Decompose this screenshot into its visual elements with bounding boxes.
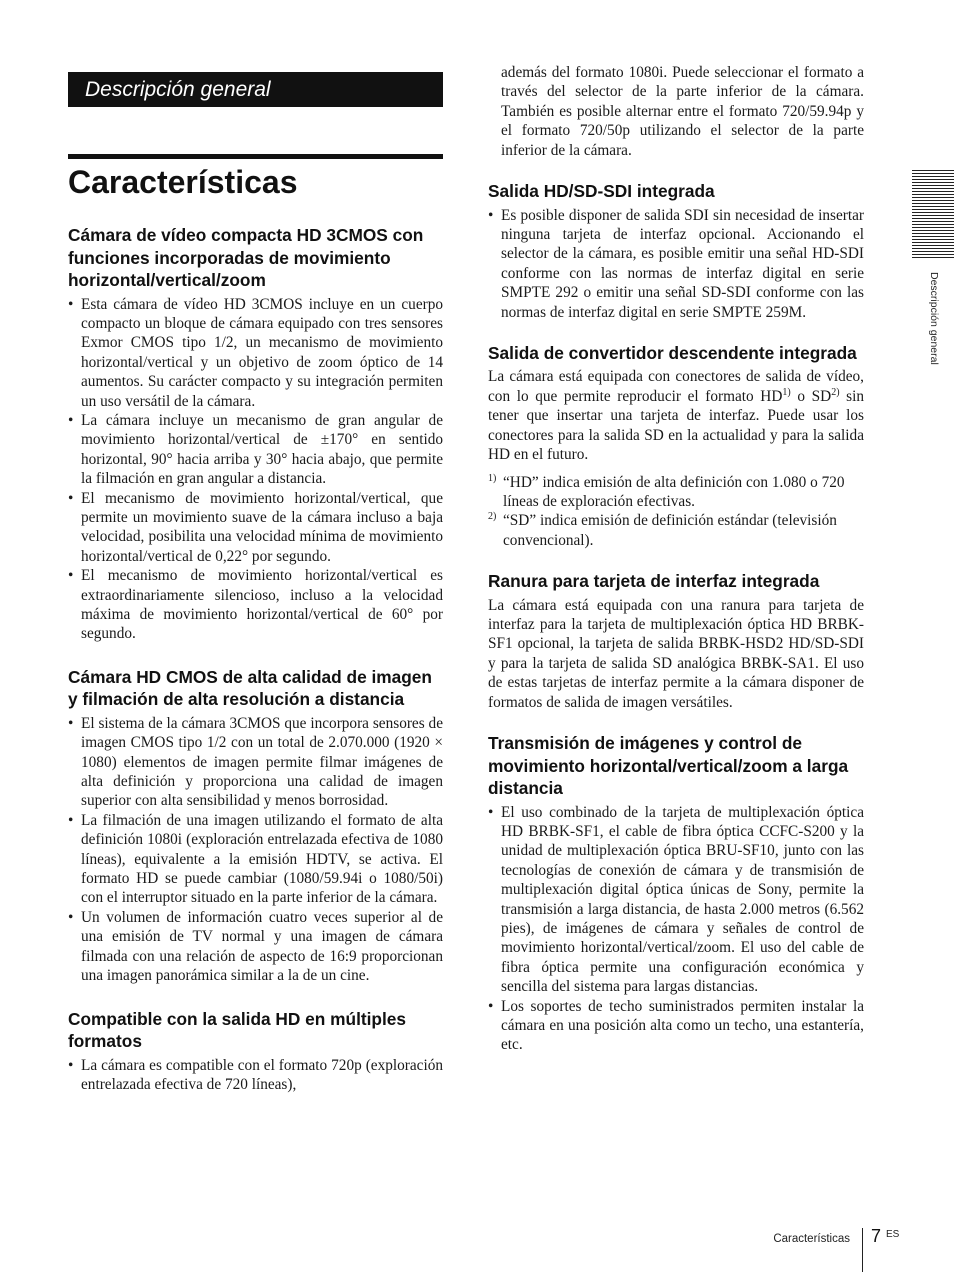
footnote-mark: 1) [488,472,497,484]
bullet-list-hd-cmos [68,714,443,986]
paragraph-text: sin tener que insertar una tarjeta de interfaz. Puede usar los conectores para la salida SD en la actualidad y para la salida HD en el futuro. [488,387,865,464]
list-item: • Un volumen de información cuatro veces superior al de una emisión de TV normal y una imagen de cámara filmada con una relación de aspecto de 16:9 proporcionan una imagen panorámica similar a la de un cine. [68,908,443,986]
down-converter-paragraph [488,367,864,464]
list-item: • Es posible disponer de salida SDI sin necesidad de insertar ninguna tarjeta de interfaz opcional. Accionando el selector de la cámara, es posible emitir una señal HD-SDI conforme con las normas de interfaz digital en serie SMPTE 292 o emitir una señal SD-SDI conforme con las normas de interfaz digital en serie SMPTE 259M. [488,206,864,322]
footnote-text: “SD” indica emisión de definición estándar (televisión convencional). [503,512,837,549]
list-item: • El mecanismo de movimiento horizontal/vertical es extraordinariamente silencioso, incluso a la velocidad máxima de movimiento horizontal/vertical de 60° por segundo. [68,566,443,644]
right-column [488,63,864,1055]
heading-interface-slot: Ranura para tarjeta de interfaz integrada [488,571,820,592]
language-code: ES [886,1229,900,1240]
list-item: • El uso combinado de la tarjeta de multiplexación óptica HD BRBK-SF1, el cable de fibra óptica CCFC-S200 y la unidad de multiplexación óptica BRU-SF10, junto con las tecnologías de conexión de cámara y de transmisión de multiplexación digital óptica únicas de Sony, permite la transmisión a larga distancia, de hasta 2.000 metros (6.562 pies), de imágenes de cámara y señales de control de movimiento horizontal/vertical/zoom. El uso del cable de fibra óptica permite una configuración económica y sencilla del sistema para largas distancias. [488,803,864,997]
list-item: • La filmación de una imagen utilizando el formato de alta definición 1080i (exploración entrelazada efectiva de 1080 líneas), equivalente a la emisión HDTV, se activa. El formato HD se puede cambiar (1080/59.94i o 1080/50i) con el interruptor situado en la parte inferior de la cámara. [68,811,443,908]
heading-down-converter: Salida de convertidor descendente integrada [488,342,857,363]
heading-compact-camera: Cámara de vídeo compacta HD 3CMOS con funciones incorporadas de movimiento horizontal/vertical/zoom [68,225,424,290]
paragraph-text: o SD [790,387,832,405]
list-item: • Esta cámara de vídeo HD 3CMOS incluye en un cuerpo compacto un bloque de cámara equipado con tres sensores Exmor CMOS tipo 1/2, un mecanismo de movimiento horizontal/vertical y un objetivo de zoom óptico de 14 aumentos. Su carácter compacto y su integración permiten un uso versátil de la cámara. [68,295,443,411]
side-tab-bars [912,170,954,260]
left-column [68,224,443,1094]
side-tab-label: Descripción general [928,272,940,365]
bullet-list-long-distance [488,803,864,1055]
title-rule [68,154,443,159]
heading-long-distance: Transmisión de imágenes y control de movimiento horizontal/vertical/zoom a larga distancia [488,733,849,799]
bullet-list-hd-formats [68,1056,443,1095]
footnote-2 [488,511,864,550]
footnote-mark: 2) [488,511,497,523]
interface-slot-paragraph: La cámara está equipada con una ranura para tarjeta de interfaz para la tarjeta de multiplexación óptica HD BRBK-SF1 opcional, la tarjeta de salida BRBK-HSD2 HD/SD-SDI y para la tarjeta de salida SD analógica BRBK-SA1. El uso de estas tarjetas de interfaz permite a la cámara disponer de formatos de salida de imagen versátiles. [488,596,864,711]
heading-hd-cmos: Cámara HD CMOS de alta calidad de imagen y filmación de alta resolución a distancia [68,666,432,710]
list-item: • La cámara es compatible con el formato 720p (exploración entrelazada efectiva de 720 líneas), [68,1056,443,1095]
footnote-ref-1: 1) [782,386,791,398]
footnote-1 [488,473,864,512]
continuation-paragraph: además del formato 1080i. Puede seleccionar el formato a través del selector de la parte inferior de la cámara. También es posible alternar entre el formato 720/59.94p y el formato 720/50p utilizando el selector de la parte inferior de la cámara. [501,64,864,159]
page-title: Características [68,164,298,200]
heading-hd-formats: Compatible con la salida HD en múltiples formatos [68,1008,407,1051]
list-item: • Los soportes de techo suministrados permiten instalar la cámara en una posición alta como un techo, una estantería, etc. [488,997,864,1055]
footnote-text: “HD” indica emisión de alta definición con 1.080 o 720 líneas de exploración efectivas. [503,473,845,510]
bullet-list-compact-camera [68,295,443,644]
footnote-ref-2: 2) [831,386,840,398]
list-item: • El sistema de la cámara 3CMOS que incorpora sensores de imagen CMOS tipo 1/2 con un total de 2.070.000 (1920 × 1080) elementos de imagen permite filmar imágenes de alta definición y proporciona una calidad de imagen superior con alta sensibilidad y menos borrosidad. [68,714,443,811]
footer-section-name: Características [773,1233,850,1245]
list-item: • La cámara incluye un mecanismo de gran angular de movimiento horizontal/vertical de ±170° en sentido horizontal, 90° hacia arriba y 30° hacia abajo, que permite la filmación en gran angular a distancia. [68,411,443,489]
list-item: • El mecanismo de movimiento horizontal/vertical, que permite un movimiento suave de la cámara incluso a baja velocidad, posibilita una velocidad mínima de movimiento horizontal/vertical de 0,22° por segundo. [68,489,443,567]
heading-sdi-output: Salida HD/SD-SDI integrada [488,181,715,202]
paragraph-text: La cámara está equipada con conectores de salida de vídeo, con lo que permite reproducir el formato HD [488,368,864,405]
section-banner: Descripción general [68,72,443,107]
footer-divider [862,1228,863,1272]
page-number: 7 [871,1226,882,1246]
bullet-list-sdi-output [488,206,864,322]
